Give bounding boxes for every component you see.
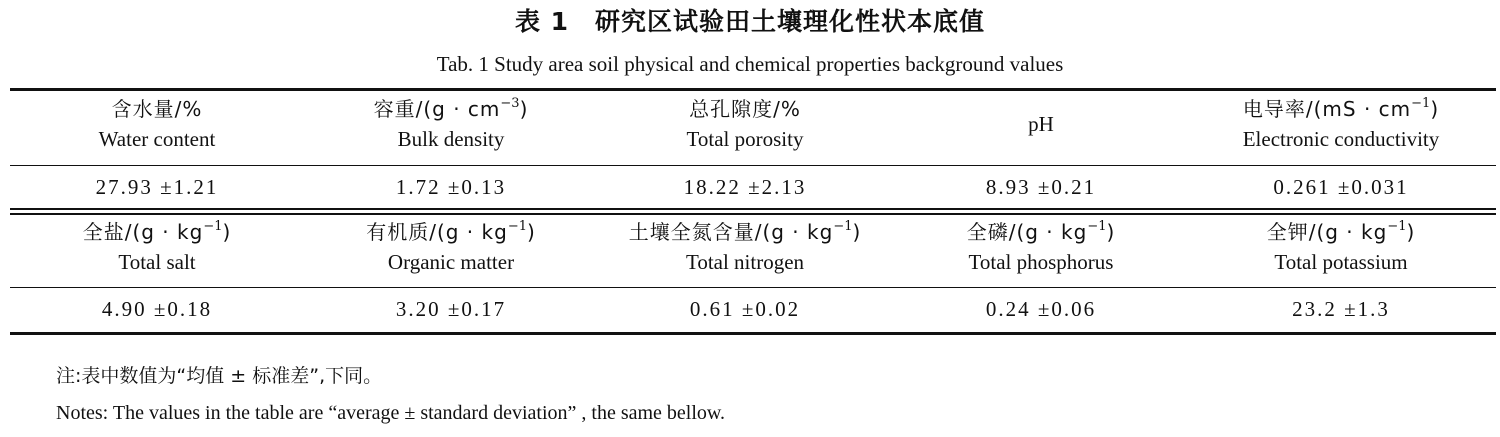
header-english-label: Organic matter	[387, 250, 515, 274]
column-header	[305, 217, 597, 277]
header-english-label: Total salt	[118, 250, 196, 274]
unit-exponent: −1	[507, 219, 527, 234]
header-unit: (g · kg	[436, 220, 508, 244]
value-cell	[599, 172, 891, 202]
column-header	[305, 94, 597, 154]
mean-sd-value: 8.93 ±0.21	[985, 175, 1097, 199]
mean-sd-value: 0.61 ±0.02	[689, 297, 801, 321]
column-header	[11, 217, 303, 277]
header-unit-close: )	[1106, 220, 1116, 244]
header-chinese-line	[1195, 217, 1487, 247]
header-chinese-line	[1195, 94, 1487, 124]
column-header	[1195, 217, 1487, 277]
header-english-line	[895, 247, 1187, 277]
value-cell	[1195, 172, 1487, 202]
header-unit-close: )	[519, 97, 529, 121]
mean-sd-value: 18.22 ±2.13	[683, 175, 807, 199]
unit-exponent: −1	[833, 219, 853, 234]
value-cell	[895, 172, 1187, 202]
header-english-line	[1195, 247, 1487, 277]
value-cell	[305, 172, 597, 202]
header-unit: (g · kg	[762, 220, 834, 244]
header-unit-close: )	[852, 220, 862, 244]
header-rule-2	[10, 287, 1496, 288]
header-english-line	[599, 124, 891, 154]
value-cell	[305, 294, 597, 324]
header-unit: (g · kg	[1016, 220, 1088, 244]
header-english-line	[1195, 124, 1487, 154]
value-cell	[11, 294, 303, 324]
header-english-line	[305, 247, 597, 277]
header-unit-close: )	[1406, 220, 1416, 244]
unit-exponent: −1	[1387, 219, 1407, 234]
header-unit: (g · cm	[423, 97, 501, 121]
header-unit-close: )	[526, 220, 536, 244]
header-english-line	[599, 247, 891, 277]
value-cell	[11, 172, 303, 202]
header-chinese-label: 土壤全氮含量/	[628, 220, 763, 244]
mean-sd-value: 0.24 ±0.06	[985, 297, 1097, 321]
header-chinese-line	[599, 94, 891, 124]
header-chinese-line	[599, 217, 891, 247]
column-header	[599, 94, 891, 154]
header-chinese-label: 容重/	[373, 97, 424, 121]
table-title-english: Tab. 1 Study area soil physical and chemical properties background values	[436, 52, 1064, 76]
header-chinese-line	[11, 94, 303, 124]
column-header	[895, 217, 1187, 277]
header-unit: (g · kg	[1316, 220, 1388, 244]
value-cell	[599, 294, 891, 324]
header-rule-1	[10, 165, 1496, 166]
header-english-label: pH	[1028, 112, 1054, 136]
header-chinese-line	[305, 217, 597, 247]
header-english-line	[305, 124, 597, 154]
header-english-line	[11, 247, 303, 277]
note-english: Notes: The values in the table are “average ± standard deviation” , the same bellow.	[56, 402, 726, 424]
double-rule-upper	[10, 208, 1496, 210]
header-chinese-line	[305, 94, 597, 124]
mean-sd-value: 4.90 ±0.18	[101, 297, 213, 321]
header-chinese-line	[11, 217, 303, 247]
top-rule	[10, 88, 1496, 91]
column-header	[1195, 94, 1487, 154]
mean-sd-value: 0.261 ±0.031	[1273, 175, 1409, 199]
header-chinese-label: 总孔隙度/%	[689, 97, 801, 121]
header-unit-close: )	[1430, 97, 1440, 121]
header-chinese-label: 电导率/	[1242, 97, 1314, 121]
header-chinese-label: 全盐/	[82, 220, 133, 244]
header-english-label: Total nitrogen	[685, 250, 805, 274]
header-english-label: Total phosphorus	[968, 250, 1114, 274]
note-chinese: 注:表中数值为“均值 ± 标准差”,下同。	[56, 365, 383, 387]
header-english-line	[11, 124, 303, 154]
header-chinese-line	[895, 217, 1187, 247]
column-header	[599, 217, 891, 277]
header-english-label: Bulk density	[397, 127, 505, 151]
column-header	[11, 94, 303, 154]
mean-sd-value: 3.20 ±0.17	[395, 297, 507, 321]
value-cell	[895, 294, 1187, 324]
unit-exponent: −1	[1411, 96, 1431, 111]
header-unit: (mS · cm	[1313, 97, 1412, 121]
header-chinese-label: 有机质/	[366, 220, 437, 244]
header-english-label: Total porosity	[686, 127, 804, 151]
unit-exponent: −1	[203, 219, 223, 234]
table-title-chinese: 表 1 研究区试验田土壤理化性状本底值	[514, 7, 986, 36]
header-english-label: Electronic conductivity	[1242, 127, 1440, 151]
header-english-label: Total potassium	[1274, 250, 1408, 274]
bottom-rule	[10, 332, 1496, 335]
header-unit-close: )	[222, 220, 232, 244]
header-english-line	[895, 109, 1187, 139]
unit-exponent: −3	[500, 96, 520, 111]
mean-sd-value: 27.93 ±1.21	[95, 175, 219, 199]
mean-sd-value: 23.2 ±1.3	[1292, 297, 1390, 321]
double-rule-lower	[10, 213, 1496, 215]
header-chinese-label: 全磷/	[966, 220, 1017, 244]
header-unit: (g · kg	[132, 220, 204, 244]
value-cell	[1195, 294, 1487, 324]
header-english-label: Water content	[98, 127, 216, 151]
column-header	[895, 109, 1187, 139]
header-chinese-label: 含水量/%	[111, 97, 203, 121]
header-chinese-label: 全钾/	[1266, 220, 1317, 244]
mean-sd-value: 1.72 ±0.13	[395, 175, 507, 199]
unit-exponent: −1	[1087, 219, 1107, 234]
